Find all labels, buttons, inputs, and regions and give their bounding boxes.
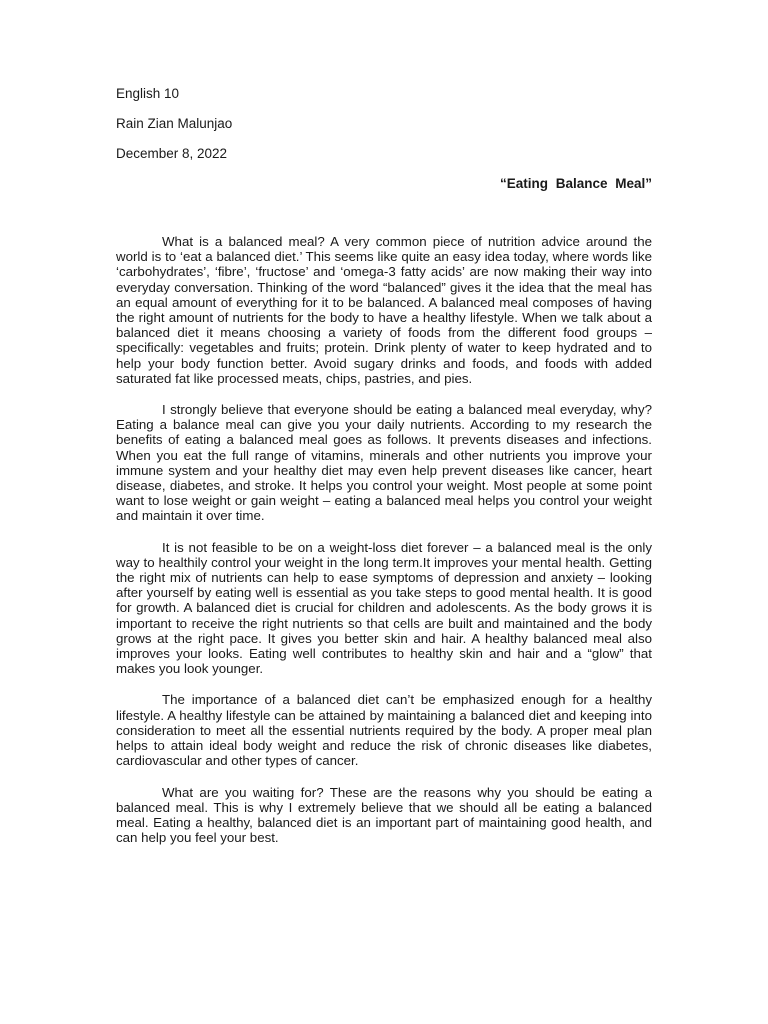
document-date: December 8, 2022 — [116, 146, 228, 161]
essay-title: “Eating Balance Meal” — [499, 176, 652, 191]
paragraph-5: What are you waiting for? These are the reasons why you should be eating a balanced meal. This is why I extremely believe that we should all be eating a balanced meal. Eating a healthy, balanced diet is an important part of maintaining good health, and can help you feel your best. — [116, 784, 652, 846]
paragraph-2: I strongly believe that everyone should be eating a balanced meal everyday, why? Eating a balance meal can give you your daily nutrients. According to my research the benefits of eating a balanced meal goes as follows. It prevents diseases and infections. When you eat the full range of vitamins, minerals and other nutrients you improve your immune system and your healthy diet may even help prevent diseases like cancer, heart disease, diabetes, and stroke. It helps you control your weight. Most people at some point want to lose weight or gain weight – eating a balanced meal helps you control your weight and maintain it over time. — [116, 402, 652, 524]
paragraph-3: It is not feasible to be on a weight-loss diet forever – a balanced meal is the only way to healthily control your weight in the long term.It improves your mental health. Getting the right mix of nutrients can help to ease symptoms of depression and anxiety – looking after yourself by eating well is essential as you take steps to good mental health. It is good for growth. A balanced diet is crucial for children and adolescents. As the body grows it is important to receive the right nutrients so that cells are built and maintained and the body grows at the right pace. It gives you better skin and hair. A healthy balanced meal also improves your looks. Eating well contributes to healthy skin and hair and a “glow” that makes you look younger. — [116, 539, 652, 677]
essay-body — [116, 234, 652, 845]
course-name: English 10 — [116, 86, 180, 101]
document-page — [116, 86, 652, 861]
author-name: Rain Zian Malunjao — [116, 116, 233, 131]
paragraph-4: The importance of a balanced diet can’t be emphasized enough for a healthy lifestyle. A healthy lifestyle can be attained by maintaining a balanced diet and keeping into consideration to meet all the essential nutrients required by the body. A proper meal plan helps to attain ideal body weight and reduce the risk of chronic diseases like diabetes, cardiovascular and other types of cancer. — [116, 692, 652, 769]
paragraph-1: What is a balanced meal? A very common piece of nutrition advice around the world is to ‘eat a balanced diet.’ This seems like quite an easy idea today, where words like ‘carbohydrates’, ‘fibre’, ‘fructose’ and ‘omega-3 fatty acids’ are now making their way into everyday conversation. Thinking of the word “balanced” gives it the idea that the meal has an equal amount of everything for it to be balanced. A balanced meal composes of having the right amount of nutrients for the body to have a healthy lifestyle. When we talk about a balanced diet it means choosing a variety of foods from the different food groups – specifically: vegetables and fruits; protein. Drink plenty of water to keep hydrated and to help your body function better. Avoid sugary drinks and foods, and foods with added saturated fat like processed meats, chips, pastries, and pies. — [116, 234, 652, 386]
